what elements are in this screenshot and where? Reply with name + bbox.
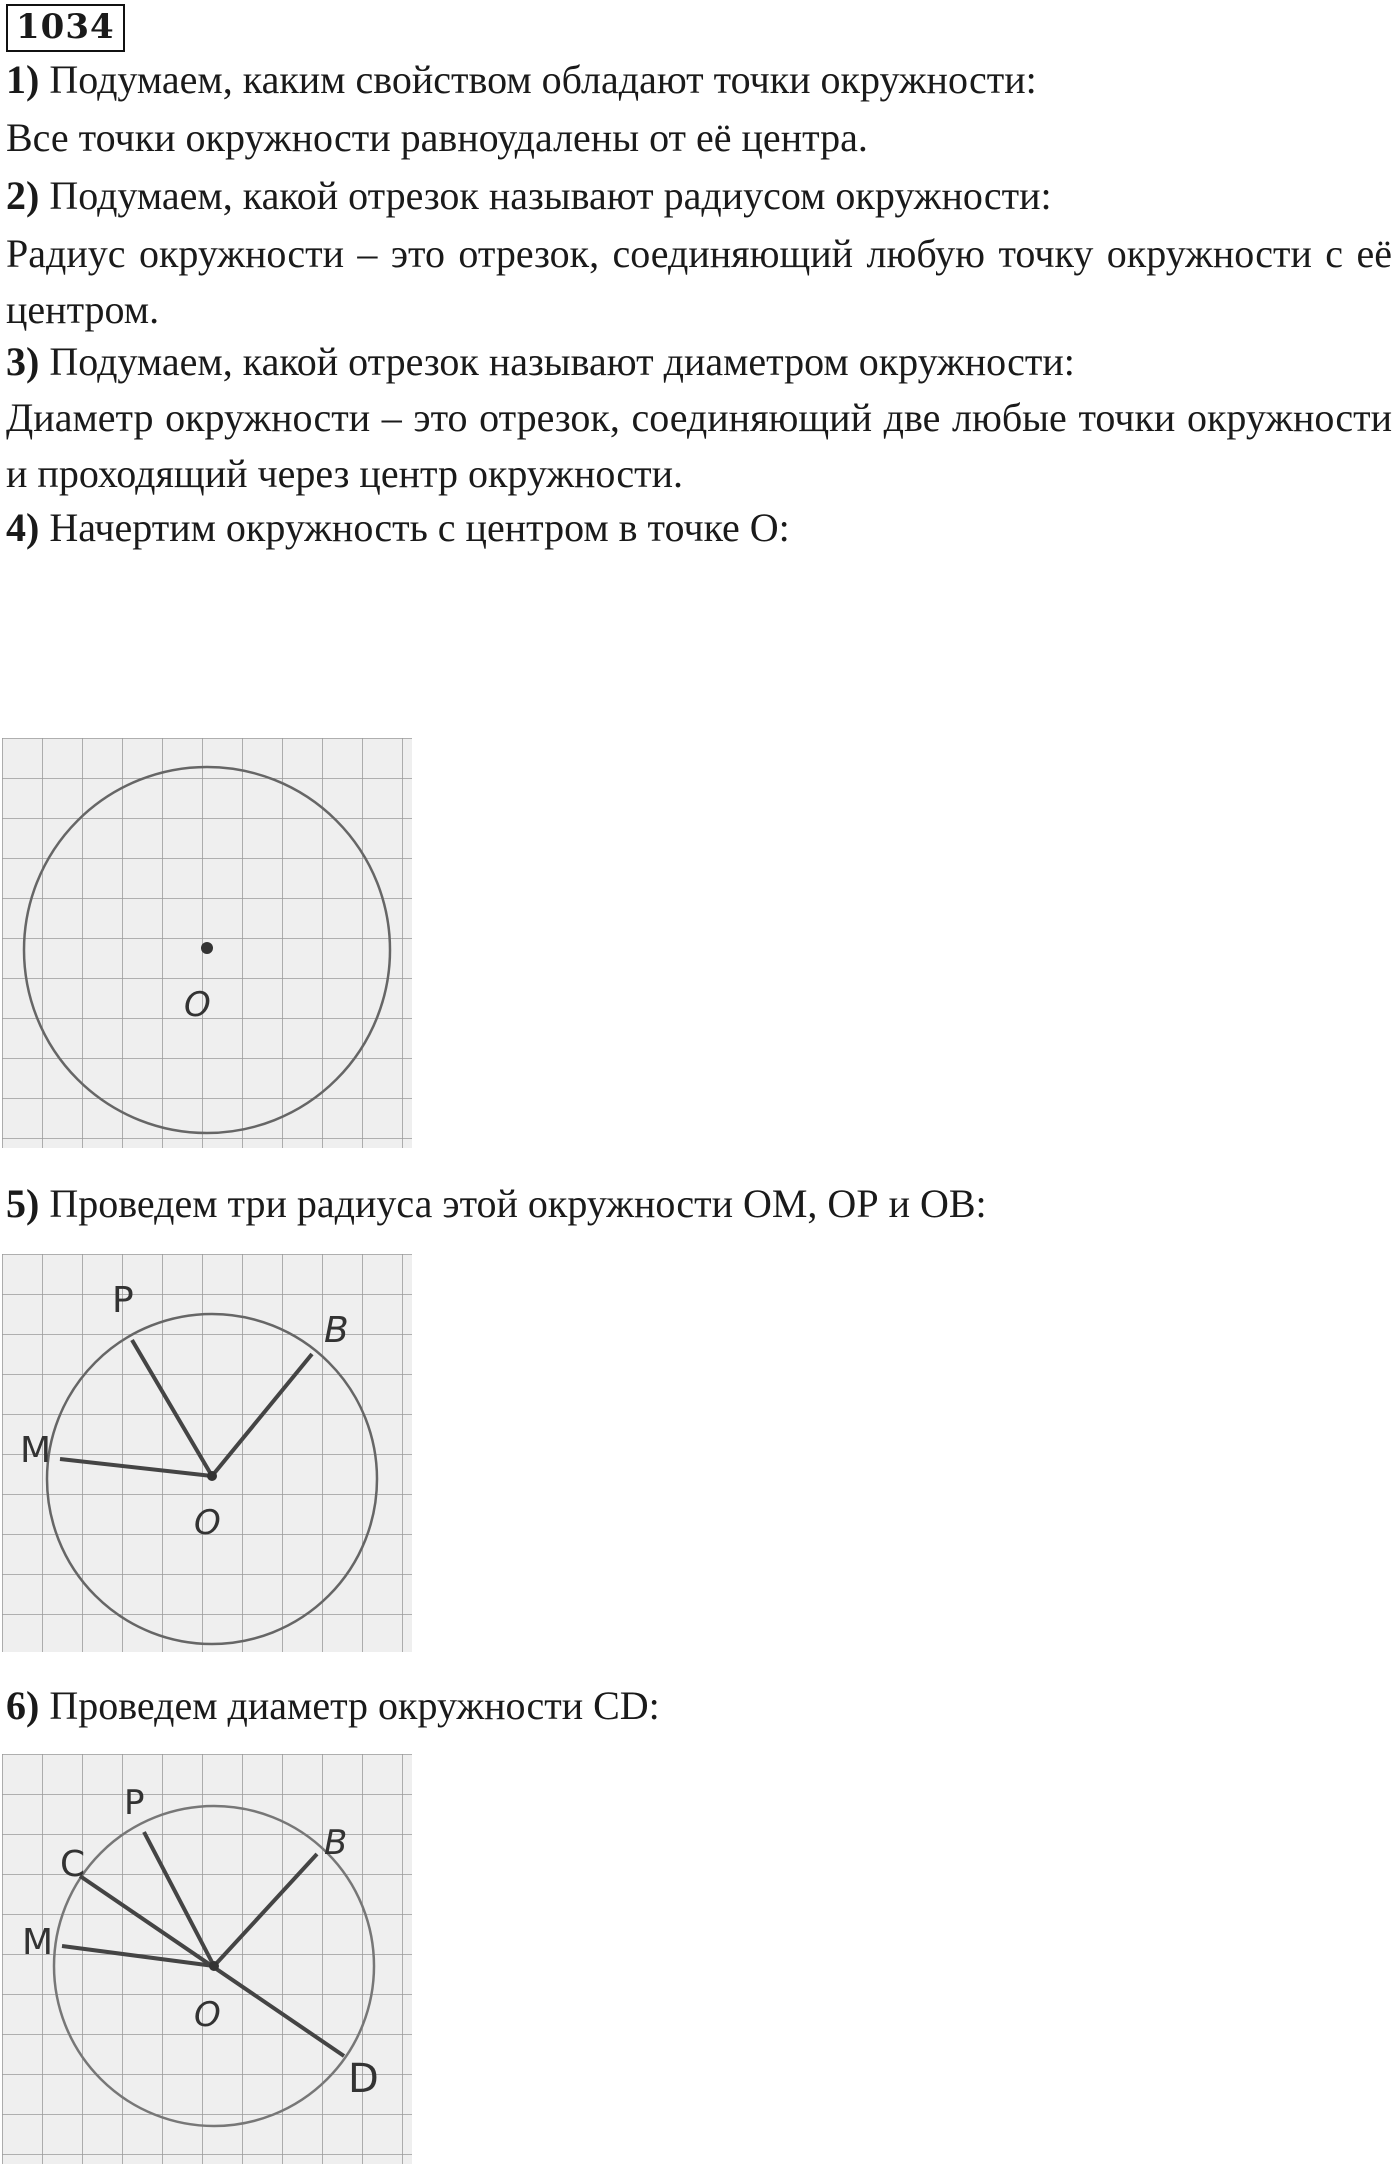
center-point xyxy=(207,1471,217,1481)
step-3-question xyxy=(6,334,1392,390)
step-number: 4) xyxy=(6,505,40,550)
step-3-answer: Диаметр окружности – это отрезок, соединяющий две любые точки окружности и проходящий через центр окружности. xyxy=(6,395,1392,496)
label-m: M xyxy=(22,1922,54,1963)
label-o: O xyxy=(184,985,211,1025)
step-2-question xyxy=(6,168,1392,224)
label-o: O xyxy=(194,1503,221,1543)
step-5-question xyxy=(6,1176,1392,1232)
label-b: B xyxy=(324,1310,349,1351)
step-number: 3) xyxy=(6,339,40,384)
step-number: 6) xyxy=(6,1683,40,1728)
step-6-question xyxy=(6,1678,1392,1734)
step-text: Проведем три радиуса этой окружности ОМ, ОР и ОВ: xyxy=(49,1181,987,1226)
step-1-question xyxy=(6,52,1392,108)
label-c: C xyxy=(60,1844,86,1885)
step-number: 1) xyxy=(6,57,40,102)
step-number: 2) xyxy=(6,173,40,218)
label-m: M xyxy=(20,1430,52,1471)
label-p: P xyxy=(112,1280,134,1321)
step-text: Начертим окружность с центром в точке О: xyxy=(49,505,790,550)
center-point xyxy=(201,942,213,954)
step-text: Подумаем, какой отрезок называют радиусом окружности: xyxy=(49,173,1052,218)
figure-circle-center xyxy=(2,738,412,1148)
step-1-answer: Все точки окружности равноудалены от её центра. xyxy=(6,115,868,160)
step-text: Подумаем, каким свойством обладают точки окружности: xyxy=(49,57,1037,102)
label-b: B xyxy=(324,1823,348,1863)
step-text: Подумаем, какой отрезок называют диаметром окружности: xyxy=(49,339,1075,384)
step-text: Проведем диаметр окружности CD: xyxy=(49,1683,660,1728)
step-number: 5) xyxy=(6,1181,40,1226)
problem-number: 1034 xyxy=(6,4,125,52)
step-2-answer: Радиус окружности – это отрезок, соединяющий любую точку окружности с её центром. xyxy=(6,231,1392,332)
figure-diameter xyxy=(2,1754,412,2164)
step-4-question xyxy=(6,500,1392,556)
center-point xyxy=(209,1961,219,1971)
figure-three-radii xyxy=(2,1254,412,1652)
label-d: D xyxy=(348,2056,379,2102)
label-p: P xyxy=(124,1783,145,1823)
label-o: O xyxy=(194,1995,221,2035)
